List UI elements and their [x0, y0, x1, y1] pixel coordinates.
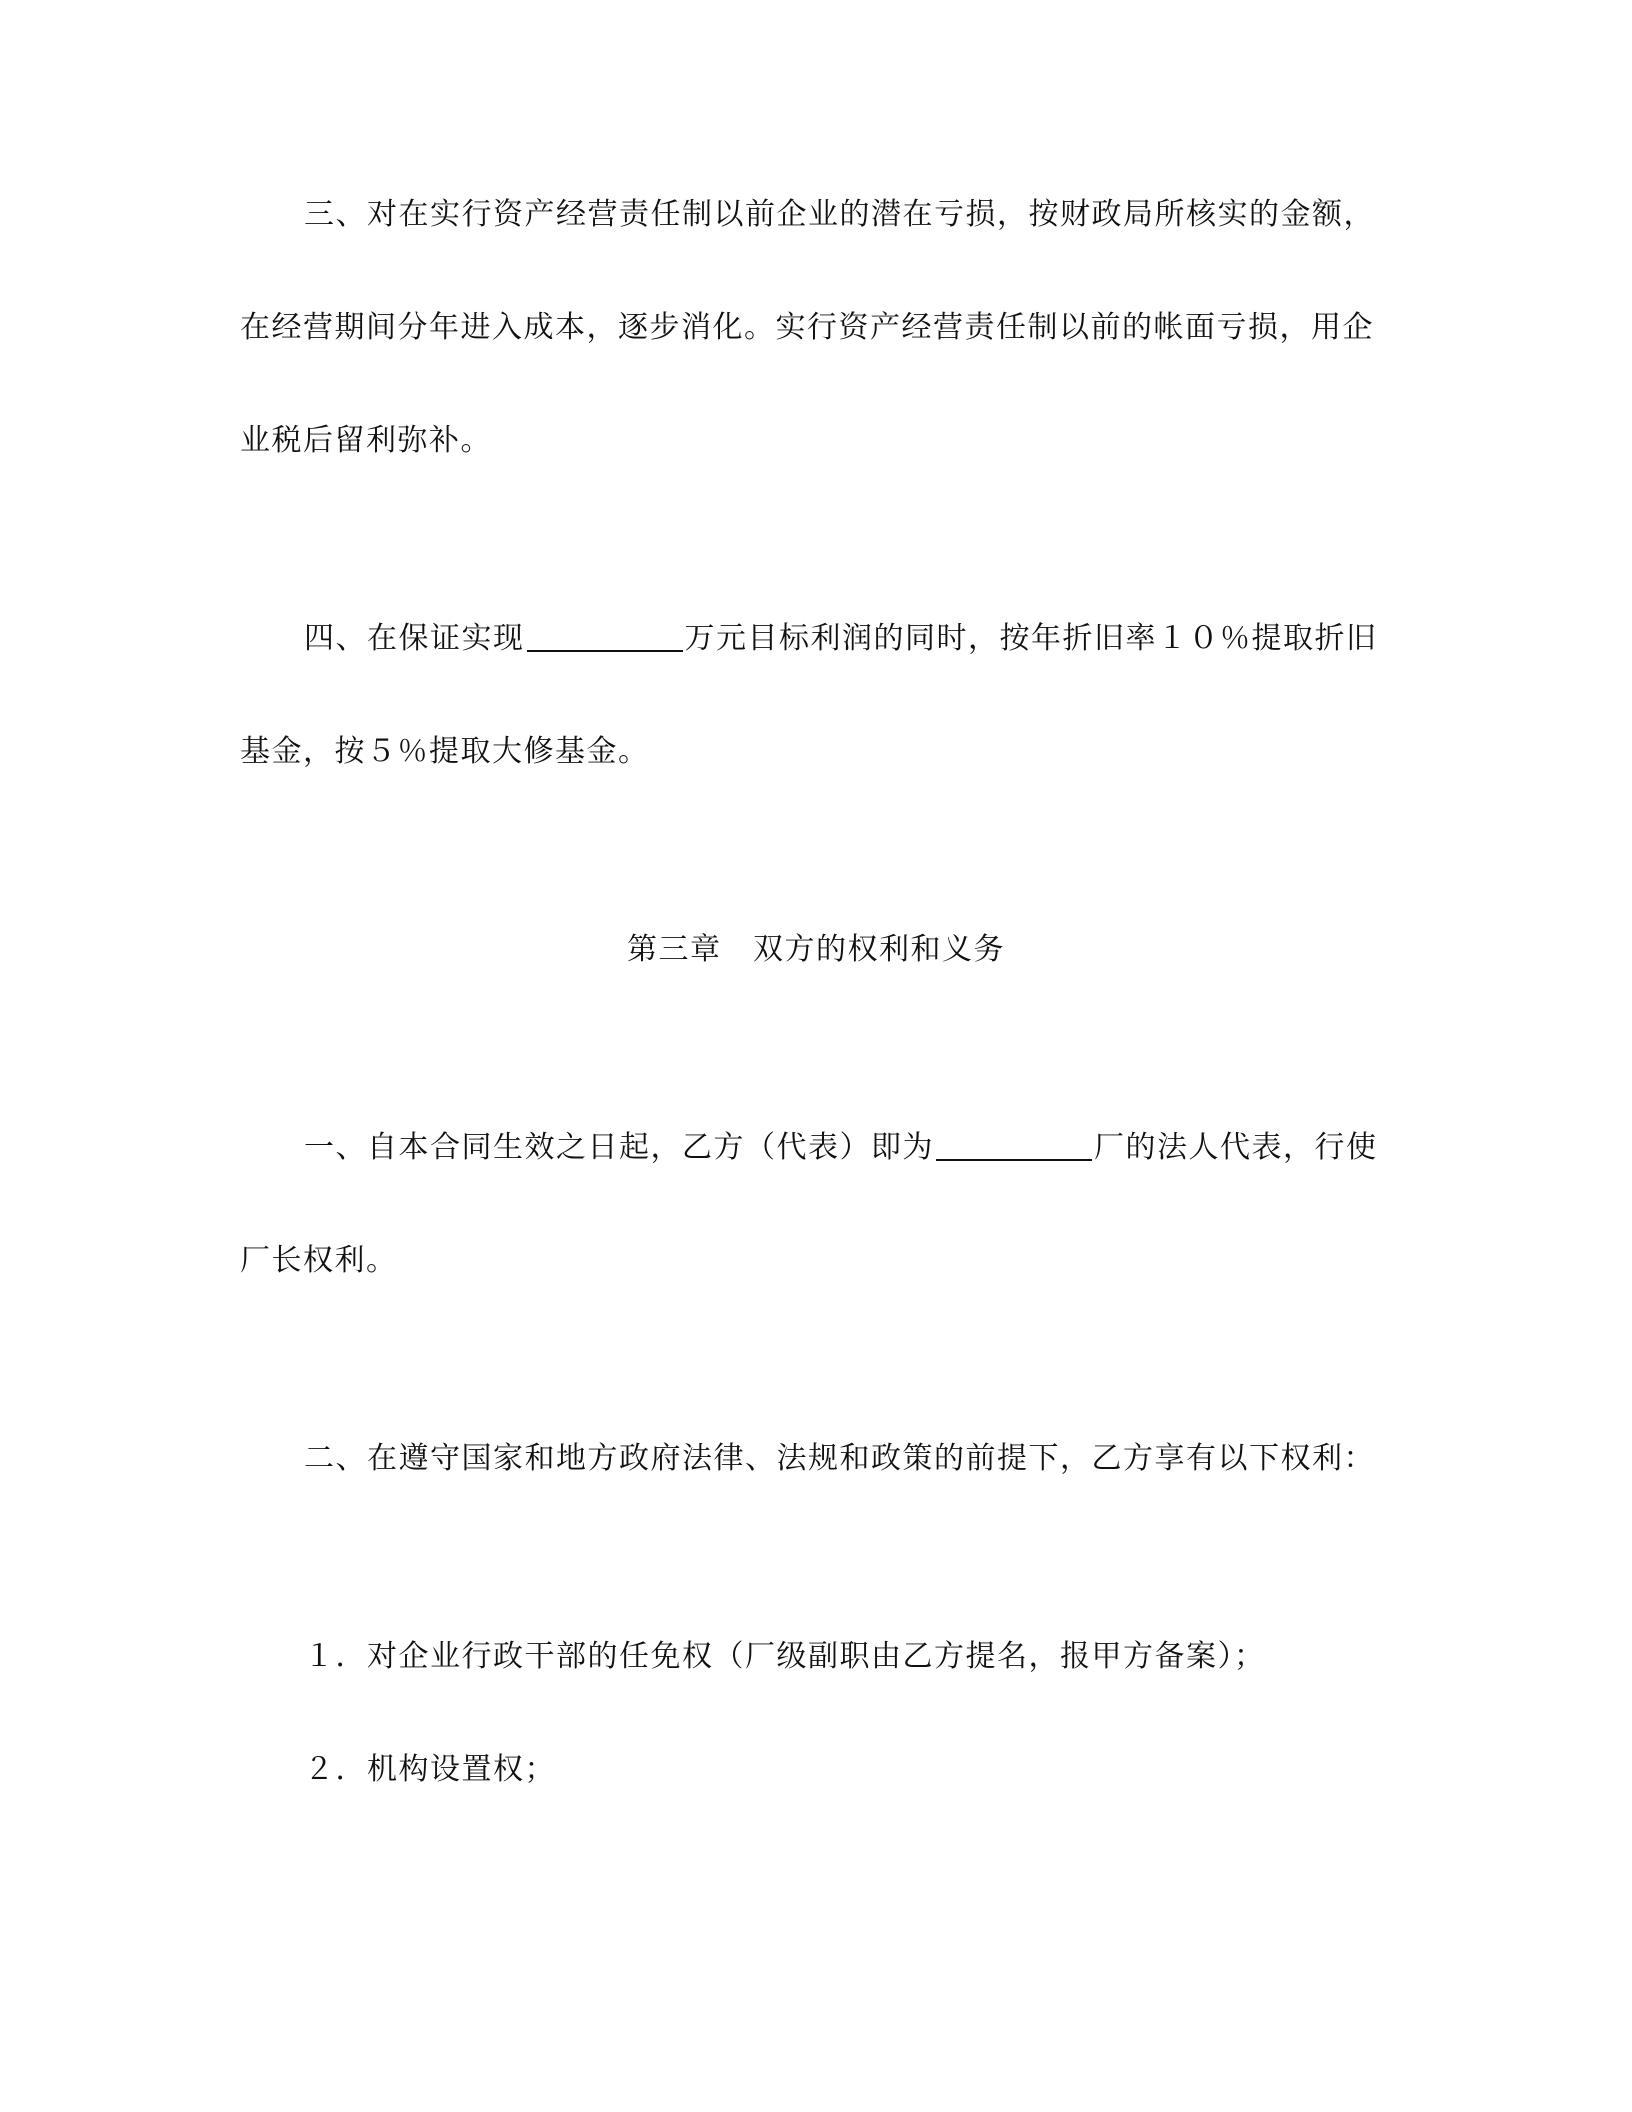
clause-1-line-1 — [304, 1128, 1378, 1168]
clause-1-text-after-blank: 厂的法人代表，行使 — [1094, 1130, 1378, 1165]
clause-1-text-before-blank: 一、自本合同生效之日起，乙方（代表）即为 — [304, 1130, 934, 1165]
section-4-text-before-blank: 四、在保证实现 — [304, 621, 525, 656]
chapter-3-title: 第三章 双方的权利和义务 — [627, 932, 1005, 967]
section-4-text-after-blank: 万元目标利润的同时，按年折旧率１０％提取折旧 — [684, 621, 1378, 656]
section-4-line-2: 基金，按５％提取大修基金。 — [240, 734, 650, 769]
right-item-2: ２．机构设置权； — [304, 1752, 556, 1787]
section-4-line-1 — [304, 619, 1378, 659]
section-3-line-1: 三、对在实行资产经营责任制以前企业的潜在亏损，按财政局所核实的金额， — [304, 197, 1375, 232]
right-item-1: １．对企业行政干部的任免权（厂级副职由乙方提名，报甲方备案）； — [304, 1639, 1266, 1674]
clause-1-line-2: 厂长权利。 — [240, 1243, 398, 1278]
clause-2-line-1: 二、在遵守国家和地方政府法律、法规和政策的前提下，乙方享有以下权利： — [304, 1441, 1375, 1476]
profit-amount-blank — [527, 620, 683, 652]
factory-name-blank — [936, 1129, 1092, 1161]
section-3-line-3: 业税后留利弥补。 — [240, 423, 492, 458]
section-3-line-2: 在经营期间分年进入成本，逐步消化。实行资产经营责任制以前的帐面亏损，用企 — [240, 310, 1374, 345]
